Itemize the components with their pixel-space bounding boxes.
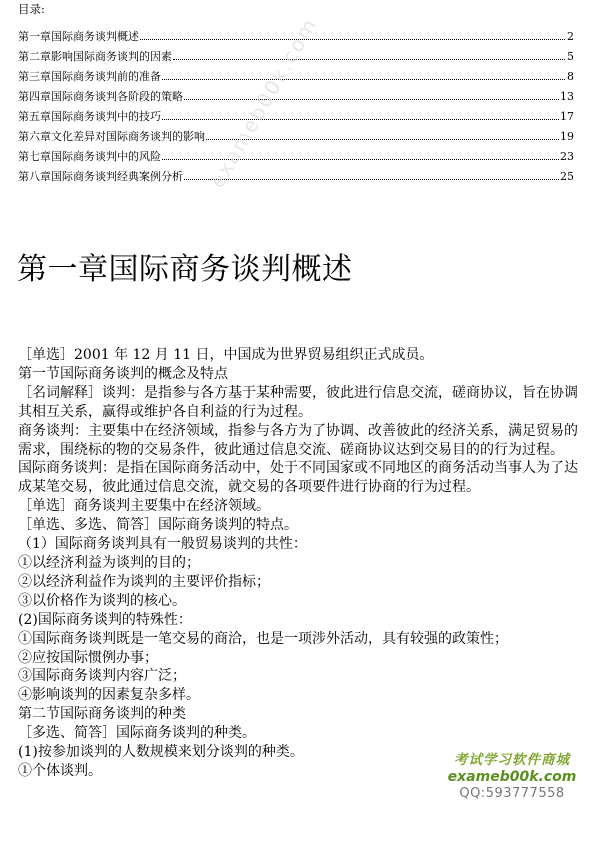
toc-leader-dots xyxy=(184,179,559,180)
toc-entry-title[interactable]: 第七章国际商务谈判中的风险 xyxy=(18,150,161,163)
stamp-website: exameb00k.com xyxy=(447,769,577,785)
toc-entry[interactable] xyxy=(18,103,574,123)
stamp-store-name: 考试学习软件商城 xyxy=(454,752,570,768)
toc-heading: 目录: xyxy=(18,2,45,16)
body-paragraph: ［名词解释］谈判：是指参与各方基于某种需要，彼此进行信息交流，磋商协议，旨在协调其相互关系，赢得或维护各自利益的行为过程。 xyxy=(18,384,578,420)
list-item: ③以价格作为谈判的核心。 xyxy=(18,592,186,609)
toc-leader-dots xyxy=(173,59,565,60)
section-heading: 第二节国际商务谈判的种类 xyxy=(18,706,186,723)
toc-entry[interactable] xyxy=(18,123,574,143)
body-paragraph: ［单选］2001 年 12 月 11 日，中国成为世界贸易组织正式成员。 xyxy=(18,347,434,363)
toc-leader-dots xyxy=(184,99,559,100)
list-item: ②以经济利益作为谈判的主要评价指标； xyxy=(18,573,270,590)
toc-entry[interactable] xyxy=(18,83,574,103)
list-item: ①国际商务谈判既是一笔交易的商洽，也是一项涉外活动，具有较强的政策性； xyxy=(18,630,508,647)
toc-entry-title[interactable]: 第五章国际商务谈判中的技巧 xyxy=(18,110,161,123)
toc-entry-page[interactable]: 19 xyxy=(560,130,574,143)
body-paragraph: ［单选］商务谈判主要集中在经济领域。 xyxy=(18,498,270,515)
toc-entry-title[interactable]: 第三章国际商务谈判前的准备 xyxy=(18,70,161,83)
stamp-contact: QQ:593777558 xyxy=(459,786,565,801)
chapter-title: 第一章国际商务谈判概述 xyxy=(17,252,353,287)
toc-leader-dots xyxy=(162,119,559,120)
toc-entry-page[interactable]: 5 xyxy=(567,50,574,63)
body-paragraph: ［多选、简答］国际商务谈判的种类。 xyxy=(18,725,256,742)
body-paragraph: (2)国际商务谈判的特殊性： xyxy=(18,611,192,628)
watermark-text: exameb00k.com xyxy=(205,13,323,193)
chapter-body xyxy=(18,346,580,781)
toc-entry-page[interactable]: 2 xyxy=(567,30,574,43)
toc-entry-title[interactable]: 第八章国际商务谈判经典案例分析 xyxy=(18,170,183,183)
toc-entry-page[interactable]: 13 xyxy=(560,90,574,103)
toc-entry[interactable] xyxy=(18,163,574,183)
body-paragraph: （1）国际商务谈判具有一般贸易谈判的共性： xyxy=(18,536,307,553)
toc-leader-dots xyxy=(206,139,559,140)
toc-entry-page[interactable]: 8 xyxy=(567,70,574,83)
body-paragraph: (1)按参加谈判的人数规模来划分谈判的种类。 xyxy=(18,744,304,761)
toc-leader-dots xyxy=(162,79,565,80)
list-item: ①个体谈判。 xyxy=(18,762,102,779)
toc-entry[interactable] xyxy=(18,143,574,163)
toc-leader-dots xyxy=(140,39,565,40)
toc-entry-title[interactable]: 第一章国际商务谈判概述 xyxy=(18,30,139,43)
toc-entry-title[interactable]: 第六章文化差异对国际商务谈判的影响 xyxy=(18,130,205,143)
toc-entry-page[interactable]: 17 xyxy=(560,110,574,123)
section-heading: 第一节国际商务谈判的概念及特点 xyxy=(18,365,228,382)
list-item: ③国际商务谈判内容广泛； xyxy=(18,668,186,685)
toc-entry-title[interactable]: 第二章影响国际商务谈判的因素 xyxy=(18,50,172,63)
list-item: ②应按国际惯例办事； xyxy=(18,649,158,666)
body-paragraph: 国际商务谈判：是指在国际商务活动中，处于不同国家或不同地区的商务活动当事人为了达成某笔交易，彼此通过信息交流，就交易的各项要件进行协商的行为过程。 xyxy=(18,460,578,496)
publisher-stamp xyxy=(432,752,592,808)
body-paragraph: ［单选、多选、简答］国际商务谈判的特点。 xyxy=(18,517,298,534)
toc-entry-title[interactable]: 第四章国际商务谈判各阶段的策略 xyxy=(18,90,183,103)
toc-entry-page[interactable]: 23 xyxy=(560,150,574,163)
body-paragraph: 商务谈判：主要集中在经济领域，指参与各方为了协调、改善彼此的经济关系，满足贸易的需求，围绕标的物的交易条件，彼此通过信息交流、磋商协议达到交易目的的行为过程。 xyxy=(18,422,578,458)
list-item: ①以经济利益为谈判的目的； xyxy=(18,554,200,571)
list-item: ④影响谈判的因素复杂多样。 xyxy=(18,687,200,704)
toc-entry-page[interactable]: 25 xyxy=(560,170,574,183)
